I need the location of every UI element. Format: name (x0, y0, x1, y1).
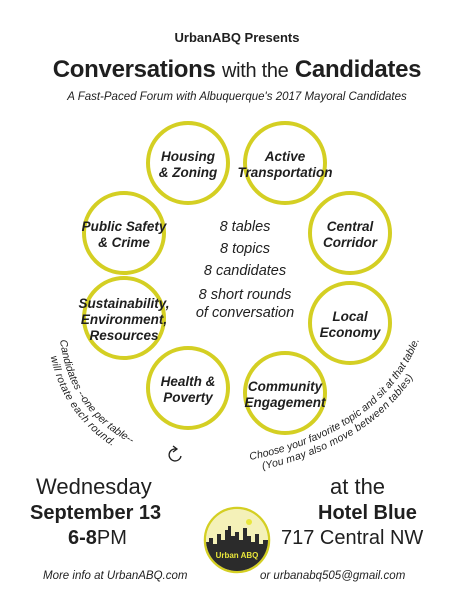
venue-address: 717 Central NW (281, 527, 424, 549)
center-summary (180, 216, 310, 322)
choose-note-line-2: (You may also move between tables) (260, 372, 416, 473)
center-line-rounds: 8 short rounds (198, 287, 292, 303)
topic-central-corridor: Central Corridor (323, 219, 377, 250)
center-line-tables: 8 tables (219, 219, 271, 235)
footer-website: More info at UrbanABQ.com (43, 570, 188, 582)
topic-local-economy: Local Economy (319, 309, 381, 340)
event-date: September 13 (30, 502, 162, 524)
subtitle: A Fast-Paced Forum with Albuquerque's 2017 Mayoral Candidates (67, 91, 407, 103)
topic-sustainability: Sustainability, Environment, Resources (78, 296, 170, 343)
topic-active-transportation: Active Transportation (237, 149, 333, 180)
topic-health-poverty: Health & Poverty (160, 374, 216, 405)
footer-email: or urbanabq505@gmail.com (260, 570, 406, 582)
topic-housing-zoning: Housing & Zoning (158, 149, 218, 180)
venue-name: Hotel Blue (318, 502, 417, 524)
rotate-note-line-2: will rotate each round. (47, 354, 118, 449)
urbanabq-logo (203, 506, 271, 574)
title-part-2: with the (221, 60, 289, 82)
presenter-line: UrbanABQ Presents (174, 30, 300, 45)
title-part-3: Candidates (294, 56, 422, 83)
title-part-1: Conversations (52, 56, 216, 83)
event-time: 6-8PM (68, 527, 127, 549)
rotate-note-line-1: Candidates --one per table-- (57, 338, 137, 447)
logo-text: Urban ABQ (215, 551, 259, 560)
rotate-arrow-icon (169, 446, 181, 461)
center-line-conversation: of conversation (195, 305, 295, 321)
venue-prefix: at the (330, 474, 386, 499)
event-day: Wednesday (36, 474, 152, 499)
topic-public-safety: Public Safety & Crime (81, 219, 167, 250)
center-line-topics: 8 topics (220, 241, 270, 257)
topic-community-engagement: Community Engagement (244, 379, 326, 410)
sun-icon (246, 519, 252, 525)
center-line-candidates: 8 candidates (203, 263, 287, 279)
choose-note-line-1: Choose your favorite topic and sit at that table. (248, 336, 422, 463)
